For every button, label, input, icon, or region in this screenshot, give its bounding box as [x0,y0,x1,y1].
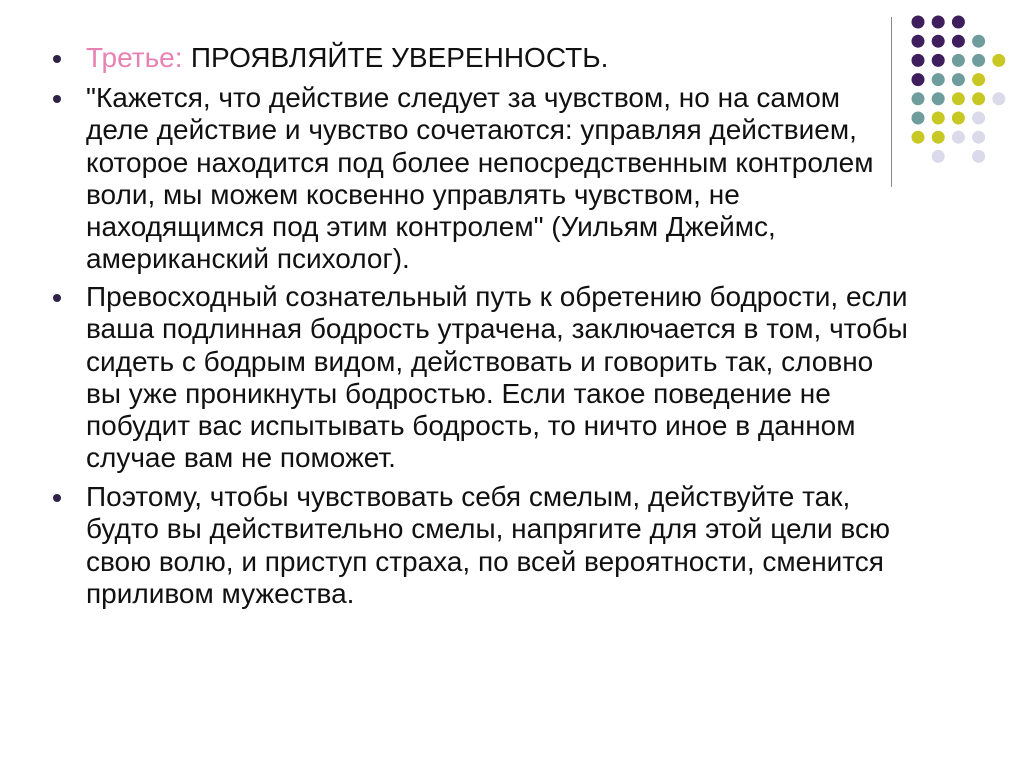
bullet-text-line: приливом мужества. [86,577,355,609]
bullet-text-line: свою волю, и приступ страха, по всей вероятности, сменится [86,545,884,577]
bullet-text-line [86,42,608,74]
bullet-label: Третье: [86,42,183,73]
bullet-text-line: побудит вас испытывать бодрость, то ничто иное в данном [86,410,856,442]
bullet-text-line: воли, мы можем косвенно управлять чувством, не [86,178,740,210]
bullet-item-1 [86,42,608,74]
bullet-text-line: находящимся под этим контролем" (Уильям Джеймс, [86,211,776,243]
bullet-text-line: американский психолог). [86,243,410,275]
bullet-item-4 [86,481,890,610]
bullet-text-line: будто вы действительно смелы, напрягите для этой цели всю [86,513,890,545]
bullet-text-line: Превосходный сознательный путь к обретению бодрости, если [86,281,908,312]
bullet-dot-icon [53,294,61,302]
bullet-text-line: сидеть с бодрым видом, действовать и говорить так, словно [86,345,874,377]
bullet-text-line: вы уже проникнуты бодростью. Если такое поведение не [86,377,831,409]
bullet-text-line: Поэтому, чтобы чувствовать себя смелым, действуйте так, [86,481,851,512]
bullet-heading-text: ПРОЯВЛЯЙТЕ УВЕРЕННОСТЬ. [190,42,609,73]
bullet-item-2 [86,82,874,276]
bullet-dot-icon [53,55,61,63]
bullet-text-line: которое находится под более непосредственным контролем [86,146,874,178]
bullet-dot-icon [53,95,61,103]
bullet-item-3 [86,281,908,475]
bullet-text-line: случае вам не поможет. [86,442,396,474]
bullet-text-line: ваша подлинная бодрость утрачена, заключается в том, чтобы [86,313,908,345]
bullet-dot-icon [53,494,61,502]
bullet-text-line: деле действие и чувство сочетаются: управляя действием, [86,114,857,146]
bullet-text-line: "Кажется, что действие следует за чувством, но на самом [86,82,841,113]
